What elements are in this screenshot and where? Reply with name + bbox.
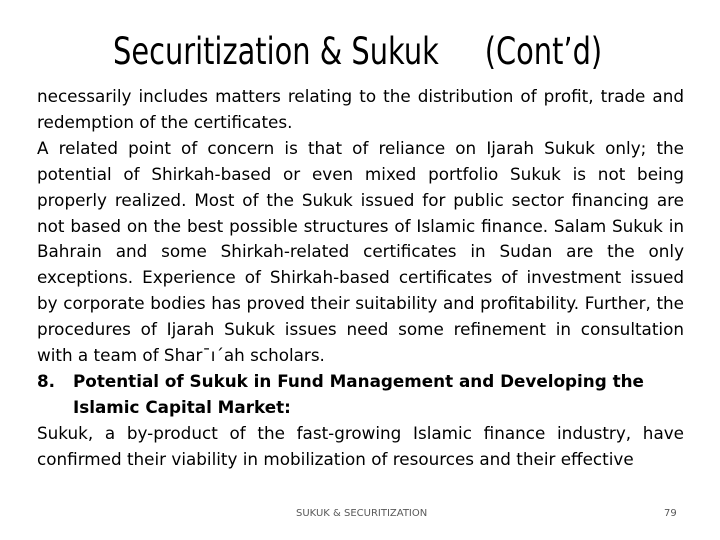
page-number: 79 <box>664 508 677 519</box>
numbered-heading <box>37 369 684 421</box>
paragraph-concern: A related point of concern is that of reliance on Ijarah Sukuk only; the potential of Shirkah-based or even mixed portfolio Sukuk is not being properly realized. Most of the Sukuk issued for public sector financing are not based on the best possible structures of Islamic finance. Salam Sukuk in Bahrain and some Shirkah-related certificates in Sudan are the only exceptions. Experience of Shirkah-based certificates of investment issued by corporate bodies has proved their suitability and profitability. Further, the procedures of Ijarah Sukuk issues need some refinement in consultation with a team of Shar¯ı´ah scholars. <box>37 137 684 366</box>
numbered-heading-number: 8. <box>37 370 56 391</box>
paragraph-continuation: necessarily includes matters relating to the distribution of profit, trade and redemption of the certificates. <box>37 86 684 132</box>
slide-body <box>37 84 684 473</box>
numbered-heading-text: Potential of Sukuk in Fund Management and Developing the Islamic Capital Market: <box>73 370 644 417</box>
paragraph-closing: Sukuk, a by-product of the fast-growing Islamic finance industry, have confirmed their viability in mobilization of resources and their effective <box>37 422 684 469</box>
slide-footer <box>0 508 720 524</box>
slide-title: Securitization & Sukuk (Cont’d) <box>113 30 603 73</box>
footer-title: SUKUK & SECURITIZATION <box>296 508 428 519</box>
